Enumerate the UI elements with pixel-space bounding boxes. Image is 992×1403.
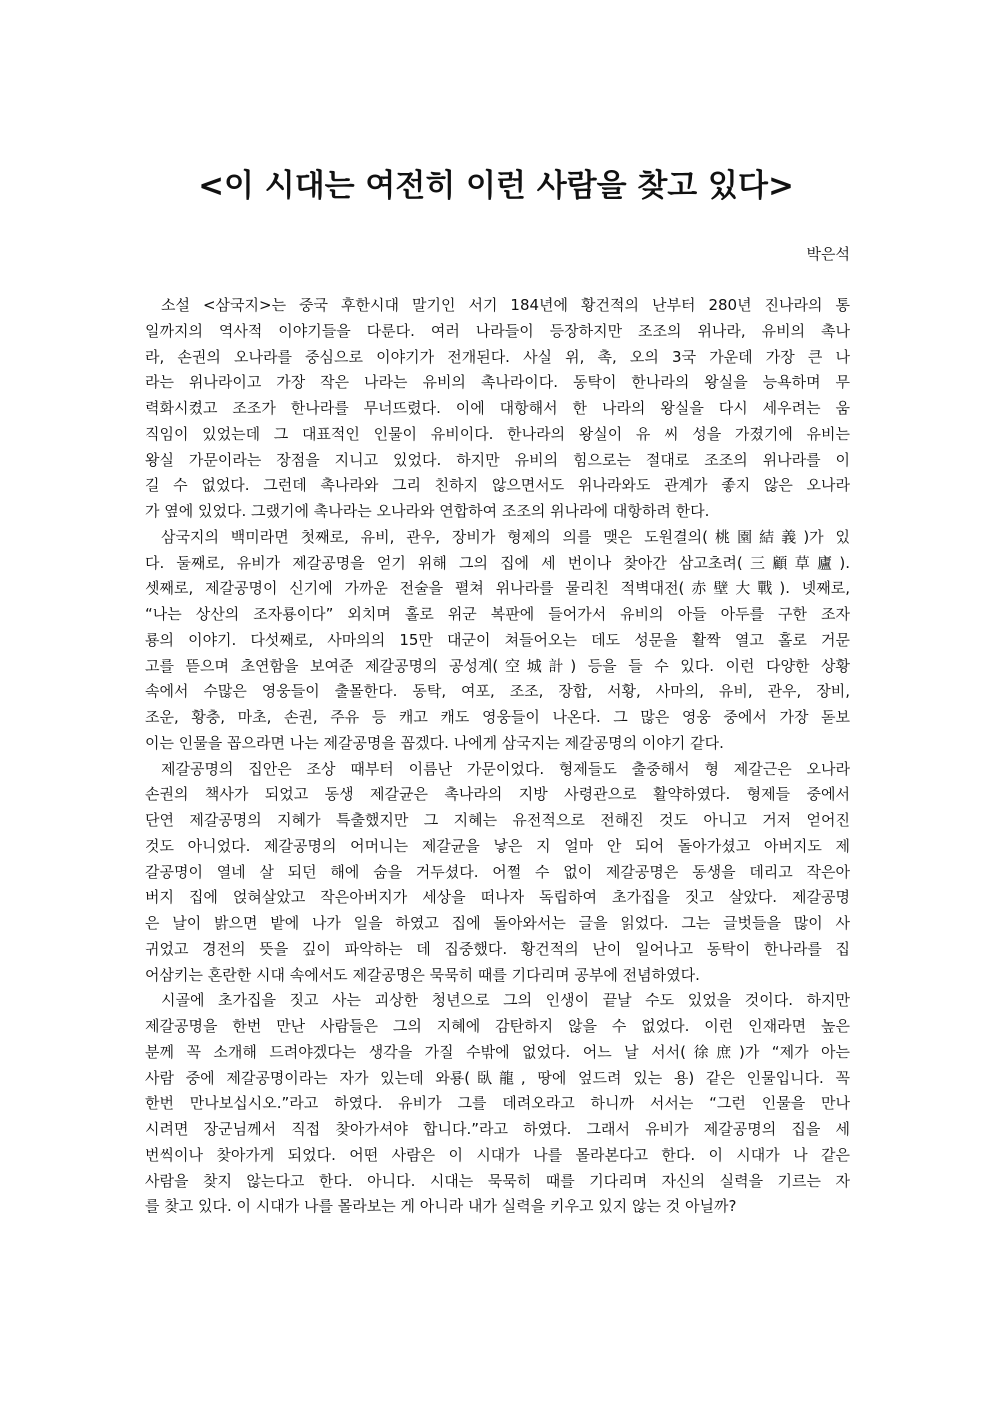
paragraph-line: 룡의 이야기. 다섯째로, 사마의의 15만 대군이 쳐들어오는 데도 성문을 활짝 열고 홀로 거문 bbox=[145, 630, 850, 649]
paragraph-line: 력화시켰고 조조가 한나라를 무너뜨렸다. 이에 대항해서 한 나라의 왕실을 다시 세우려는 움 bbox=[145, 399, 850, 417]
paragraph-line: 귀었고 경전의 뜻을 깊이 파악하는 데 집중했다. 황건적의 난이 일어나고 동탁이 한나라를 집 bbox=[145, 939, 850, 958]
paragraph-line: 손권의 책사가 되었고 동생 제갈균은 촉나라의 지방 사령관으로 활약하였다. 형제들 중에서 bbox=[145, 785, 850, 804]
paragraph-line: 고를 뜯으며 초연함을 보여준 제갈공명의 공성계(空城計) 등을 들 수 있다. 이런 다양한 상황 bbox=[145, 656, 850, 675]
paragraph-line: 직임이 있었는데 그 대표적인 인물이 유비이다. 한나라의 왕실이 유 씨 성을 가졌기에 유비는 bbox=[145, 424, 850, 443]
paragraph-line: 를 찾고 있다. 이 시대가 나를 몰라보는 게 아니라 내가 실력을 키우고 있지 않는 것 아닐까? bbox=[145, 1197, 737, 1216]
paragraph-line: 사람을 찾지 않는다고 한다. 아니다. 시대는 묵묵히 때를 기다리며 자신의 실력을 기르는 자 bbox=[145, 1171, 850, 1190]
paragraph-line: 다. 둘째로, 유비가 제갈공명을 얻기 위해 그의 집에 세 번이나 찾아간 삼고초려(三顧草廬). bbox=[145, 553, 850, 572]
document-body bbox=[145, 293, 850, 1220]
paragraph-line: 셋째로, 제갈공명이 신기에 가까운 전술을 펼쳐 위나라를 물리친 적벽대전(赤壁大戰). 넷째로, bbox=[145, 579, 850, 598]
paragraph-line: 제갈공명을 한번 만난 사람들은 그의 지혜에 감탄하지 않을 수 없었다. 이런 인재라면 높은 bbox=[145, 1017, 850, 1035]
paragraph-line: 삼국지의 백미라면 첫째로, 유비, 관우, 장비가 형제의 의를 맺은 도원결의(桃園結義)가 있 bbox=[161, 527, 850, 546]
paragraph-line: “나는 상산의 조자룡이다” 외치며 홀로 위군 복판에 들어가서 유비의 아들 아두를 구한 조자 bbox=[145, 605, 850, 623]
paragraph bbox=[145, 293, 850, 525]
paragraph-line: 길 수 없었다. 그런데 촉나라와 그리 친하지 않으면서도 위나라와도 관계가 좋지 않은 오나라 bbox=[145, 476, 850, 495]
paragraph-line: 가 옆에 있었다. 그랬기에 촉나라는 오나라와 연합하여 조조의 위나라에 대항하려 한다. bbox=[145, 502, 710, 520]
paragraph-line: 은 날이 밝으면 밭에 나가 일을 하였고 집에 돌아와서는 글을 읽었다. 그는 글벗들을 많이 사 bbox=[145, 914, 850, 932]
paragraph-line: 속에서 수많은 영웅들이 출몰한다. 동탁, 여포, 조조, 장합, 서황, 사마의, 유비, 관우, 장비, bbox=[145, 682, 850, 701]
paragraph-line: 갈공명이 열네 살 되던 해에 숨을 거두셨다. 어쩔 수 없이 제갈공명은 동생을 데리고 작은아 bbox=[145, 862, 850, 881]
paragraph-line: 라, 손권의 오나라를 중심으로 이야기가 전개된다. 사실 위, 촉, 오의 3국 가운데 가장 큰 나 bbox=[145, 347, 850, 366]
paragraph-line: 시골에 초가집을 짓고 사는 괴상한 청년으로 그의 인생이 끝날 수도 있었을 것이다. 하지만 bbox=[161, 991, 850, 1010]
paragraph-line: 어삼키는 혼란한 시대 속에서도 제갈공명은 묵묵히 때를 기다리며 공부에 전념하였다. bbox=[145, 965, 700, 984]
paragraph-line: 제갈공명의 집안은 조상 때부터 이름난 가문이었다. 형제들도 출중해서 형 제갈근은 오나라 bbox=[161, 759, 850, 778]
paragraph-line: 단연 제갈공명의 지혜가 특출했지만 그 지혜는 유전적으로 전해진 것도 아니고 거저 얻어진 bbox=[145, 811, 850, 829]
paragraph bbox=[145, 525, 850, 757]
paragraph-line: 분께 꼭 소개해 드려야겠다는 생각을 가질 수밖에 없었다. 어느 날 서서(徐庶)가 “제가 아는 bbox=[145, 1042, 850, 1061]
author-name: 박은석 bbox=[806, 245, 850, 263]
paragraph-line: 사람 중에 제갈공명이라는 자가 있는데 와룡(臥龍, 땅에 엎드려 있는 용) 같은 인물입니다. 꼭 bbox=[145, 1068, 850, 1087]
paragraph-line: 왕실 가문이라는 장점을 지니고 있었다. 하지만 유비의 힘으로는 절대로 조조의 위나라를 이 bbox=[145, 450, 850, 469]
paragraph bbox=[145, 988, 850, 1220]
paragraph bbox=[145, 757, 850, 989]
paragraph-line: 한번 만나보십시오.”라고 하였다. 유비가 그를 데려오라고 하니까 서서는 “그런 인물을 만나 bbox=[145, 1094, 850, 1113]
paragraph-line: 것도 아니었다. 제갈공명의 어머니는 제갈균을 낳은 지 얼마 안 되어 돌아가셨고 아버지도 제 bbox=[145, 836, 850, 855]
paragraph-line: 번씩이나 찾아가게 되었다. 어떤 사람은 이 시대가 나를 몰라본다고 한다. 이 시대가 나 같은 bbox=[145, 1145, 850, 1164]
paragraph-line: 버지 집에 얹혀살았고 작은아버지가 세상을 떠나자 독립하여 초가집을 짓고 살았다. 제갈공명 bbox=[145, 888, 850, 907]
document-title: <이 시대는 여전히 이런 사람을 찾고 있다> bbox=[198, 168, 794, 204]
paragraph-line: 라는 위나라이고 가장 작은 나라는 유비의 촉나라이다. 동탁이 한나라의 왕실을 능욕하며 무 bbox=[145, 373, 850, 392]
paragraph-line: 시려면 장군님께서 직접 찾아가셔야 합니다.”라고 하였다. 그래서 유비가 제갈공명의 집을 세 bbox=[145, 1120, 850, 1138]
paragraph-line: 소설 <삼국지>는 중국 후한시대 말기인 서기 184년에 황건적의 난부터 280년 진나라의 통 bbox=[161, 296, 850, 314]
paragraph-line: 조운, 황충, 마초, 손권, 주유 등 캐고 캐도 영웅들이 나온다. 그 많은 영웅 중에서 가장 돋보 bbox=[145, 708, 850, 726]
paragraph-line: 이는 인물을 꼽으라면 나는 제갈공명을 꼽겠다. 나에게 삼국지는 제갈공명의 이야기 같다. bbox=[145, 733, 724, 752]
paragraph-line: 일까지의 역사적 이야기들을 다룬다. 여러 나라들이 등장하지만 조조의 위나라, 유비의 촉나 bbox=[145, 321, 850, 340]
